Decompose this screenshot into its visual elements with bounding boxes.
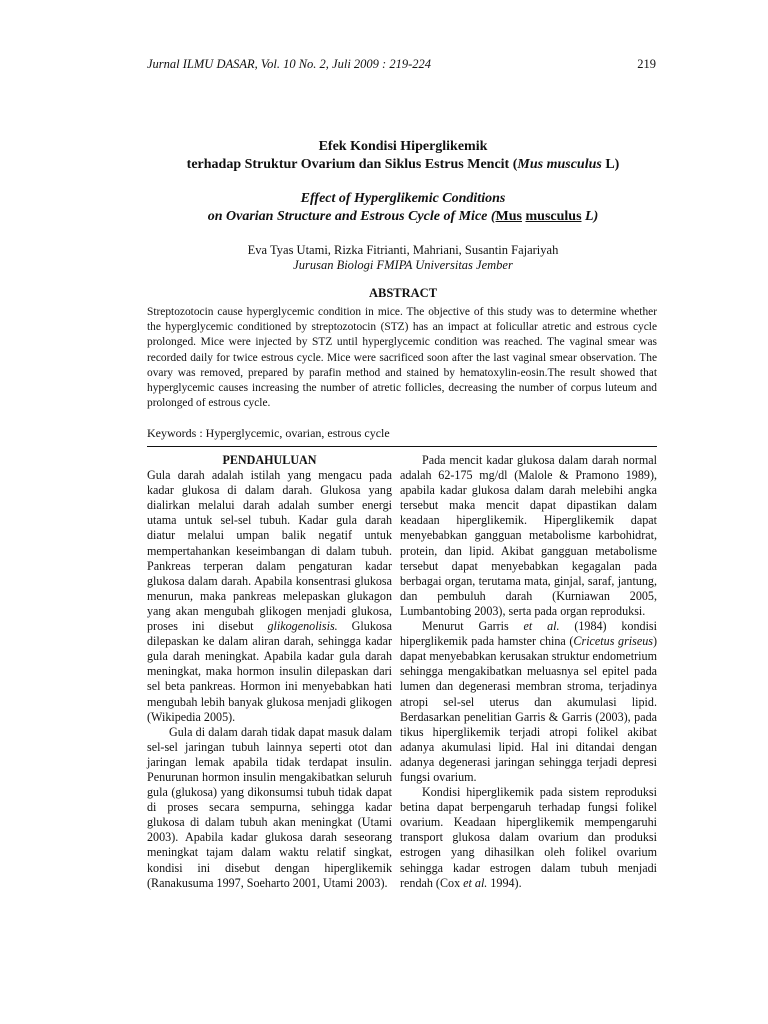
title-en-line-2-text: on Ovarian Structure and Estrous Cycle of Mice (	[207, 209, 496, 224]
italic-term: et al.	[523, 619, 560, 634]
title-line-2-end: L)	[601, 157, 620, 172]
species-epithet: musculus	[525, 209, 582, 224]
paragraph	[400, 619, 657, 785]
title-en-line-2	[130, 208, 676, 226]
paragraph-text: Menurut Garris	[422, 619, 524, 634]
section-heading: PENDAHULUAN	[222, 453, 317, 467]
title-line-2	[130, 156, 676, 174]
paragraph-text: 1994).	[487, 875, 522, 890]
italic-term: glikogenolisis.	[267, 619, 338, 634]
running-head: Jurnal ILMU DASAR, Vol. 10 No. 2, Juli 2009 : 219-224	[147, 57, 432, 71]
paragraph-text: Glukosa dilepaskan ke dalam aliran darah, sehingga kadar gula darah meningkat. Apabila kadar gula darah meningkat, maka hormon insulin dilepaskan dari sel beta pankreas. Hormon ini menyebabkan hati mengubah lebih banyak glukosa menjadi glikogen (Wikipedia 2005).	[147, 619, 392, 724]
authors: Eva Tyas Utami, Rizka Fitrianti, Mahriani, Susantin Fajariyah	[247, 243, 559, 257]
italic-term: et al.	[463, 875, 488, 890]
genus-name: Mus	[495, 209, 522, 224]
title-english	[130, 190, 676, 226]
affiliation: Jurusan Biologi FMIPA Universitas Jember	[293, 258, 513, 272]
keywords: Keywords : Hyperglycemic, ovarian, estrous cycle	[147, 426, 390, 440]
left-column	[147, 453, 392, 891]
divider-rule	[147, 446, 657, 447]
paragraph-text: Gula darah adalah istilah yang mengacu pada kadar glukosa di dalam darah. Glukosa yang dialirkan melalui darah adalah sumber energi utama untuk sel-sel tubuh. Kadar gula darah diatur melalui umpan balik negatif untuk mempertahankan keseimbangan di dalam tubuh. Pankreas terperan dalam pengaturan kadar glukosa dalam darah. Apabila konsentrasi glukosa menurun, maka pankreas melepaskan glukagon yang akan mengubah glikogen menjadi glukosa, proses ini disebut	[147, 468, 392, 634]
paragraph-text: Kondisi hiperglikemik pada sistem reproduksi betina dapat berpengaruh terhadap fungsi folikel ovarium. Keadaan hiperglikemik mempengaruhi transport glukosa dalam ovarium dan produksi estrogen yang dihasilkan oleh folikel ovarium sehingga kadar estrogen dalam tubuh menjadi rendah (Cox	[400, 785, 657, 890]
paragraph-text: (1984) kondisi hiperglikemik pada hamster china (	[400, 619, 657, 649]
title-line-1: Efek Kondisi Hiperglikemik	[318, 139, 488, 154]
right-column	[400, 453, 657, 891]
abstract-heading: ABSTRACT	[368, 286, 438, 300]
paragraph-text: ) dapat menyebabkan kerusakan struktur endometrium sehingga mengakibatkan meluasnya sel epitel pada lumen dan degenerasi membran stroma, terjadinya atropi sel-sel uterus dan akumulasi lipid. Berdasarkan penelitian Garris & Garris (2003), pada tikus hiperglikemik terjadi atropi folikel akibat adanya akumulasi lipid. Hal ini ditandai dengan adanya degenerasi jaringan sehingga terjadi depresi fungsi ovarium.	[400, 634, 657, 784]
paragraph: Gula di dalam darah tidak dapat masuk dalam sel-sel jaringan tubuh lainnya seperti otot dan jaringan lemak apabila tidak terdapat insulin. Penurunan hormon insulin mengakibatkan seluruh gula (glukosa) yang dikonsumsi tubuh tidak dapat di proses secara sempurna, sehingga kadar glukosa di dalam tubuh akan meningkat (Utami 2003). Apabila kadar glukosa darah seseorang meningkat tajam dalam waktu relatif singkat, kondisi ini disebut dengan hiperglikemik (Ranakusuma 1997, Soeharto 2001, Utami 2003).	[147, 724, 392, 890]
title-indonesian	[130, 138, 676, 174]
title-en-line-2-end: L)	[581, 209, 599, 224]
page-number: 219	[637, 57, 656, 71]
paragraph: Pada mencit kadar glukosa dalam darah normal adalah 62-175 mg/dl (Malole & Pramono 1989), apabila kadar glukosa dalam darah melebihi angka tersebut maka mencit dapat dipastikan dalam keadaan hiperglikemik. Hiperglikemik dapat menyebabkan gangguan metabolisme karbohidrat, protein, dan lipid. Akibat gangguan metabolisme tersebut dapat menyebabkan kegagalan pada berbagai organ, terutama mata, ginjal, saraf, jantung, dan pembuluh darah (Kurniawan 2005, Lumbantobing 2003), serta pada organ reproduksi.	[400, 453, 657, 618]
title-en-line-1: Effect of Hyperglikemic Conditions	[300, 191, 506, 206]
paragraph	[147, 468, 392, 725]
abstract-text: Streptozotocin cause hyperglycemic condition in mice. The objective of this study was to determine whether the hyperglycemic conditioned by streptozotocin (STZ) has an impact at folicullar atretic and estrous cycle prolonged. Mice were injected by STZ until hyperglycemic condition was reached. The vaginal smear was recorded daily for twice estrous cycle. Mice were sacrificed soon after the last vaginal smear observation. The ovary was removed, prepared by parafin method and stained by hematoxylin-eosin.The result showed that hyperglycemic causes increasing the number of atretic follicles, decreasing the number of corpus luteum and prolonged of estrous cycle.	[147, 306, 657, 410]
paragraph	[400, 785, 657, 891]
title-line-2-text: terhadap Struktur Ovarium dan Siklus Estrus Mencit (	[186, 157, 518, 172]
species-name: Mus musculus	[517, 157, 602, 172]
species-name: Cricetus griseus	[573, 634, 653, 649]
